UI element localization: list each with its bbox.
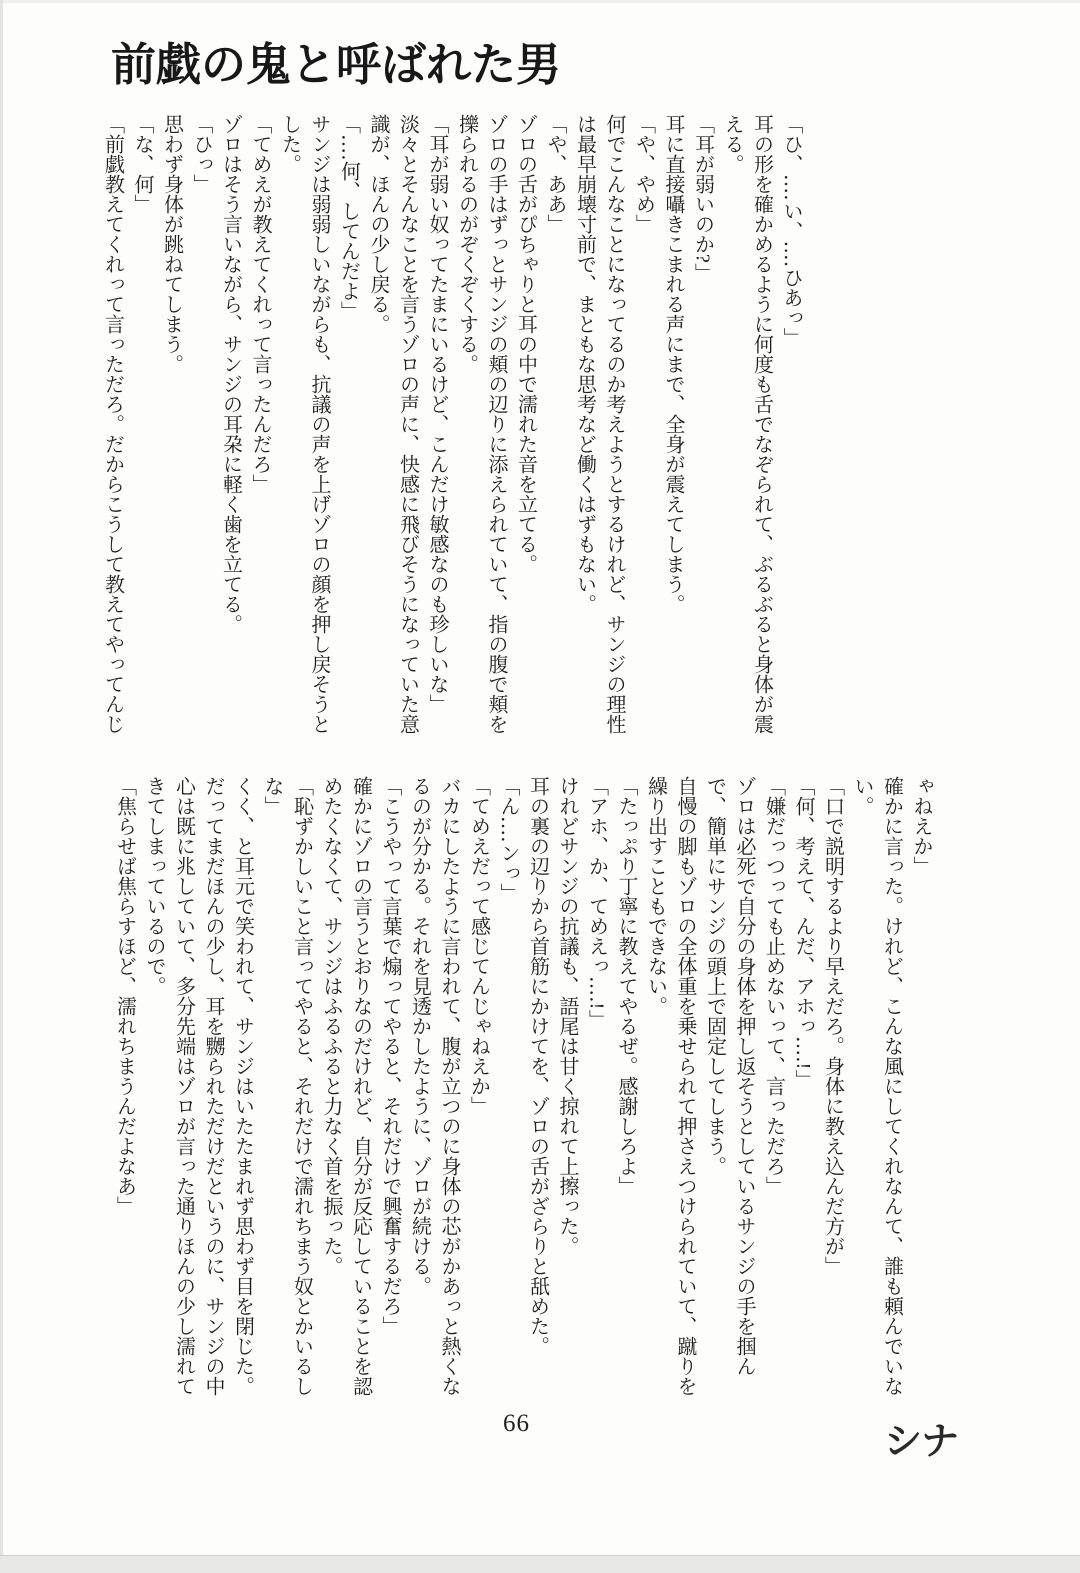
paragraph: 「‥‥何、してんだよ」 bbox=[337, 114, 360, 321]
paragraph: 耳に直接囁きこまれる声にまで、全身が震えてしまう。 bbox=[662, 114, 684, 614]
paragraph: ゾロはそう言いながら、サンジの耳朶に軽く歯を立てる。 bbox=[219, 114, 242, 634]
paragraph: 「アホ、か、てめえっ‥‥!」 bbox=[585, 776, 608, 1030]
paragraph: けれどサンジの抗議も、語尾は甘く掠れて上擦った。 bbox=[556, 776, 578, 1256]
paragraph: サンジは弱弱しいながらも、抗議の声を上げゾロの顔を押し戻そうとした。 bbox=[278, 114, 330, 734]
paragraph: 「てめえが教えてくれって言ったんだろ」 bbox=[249, 114, 271, 494]
paragraph: 思わず身体が跳ねてしまう。 bbox=[160, 114, 183, 374]
paragraph: 「こうやって言葉で煽ってやると、それだけで興奮するだろ」 bbox=[379, 776, 401, 1336]
paragraph: ゾロは必死で自分の身体を押し返そうとしているサンジの手を掴んで、簡単にサンジの頭上で固定してしまう。 bbox=[703, 776, 755, 1376]
paragraph: 「嫌だっつっても止めないって、言っただろ」 bbox=[762, 776, 785, 1196]
paragraph: 「口で説明するより早えだろ。身体に教え込んだ方が」 bbox=[821, 776, 844, 1276]
paragraph: 「恥ずかしいこと言ってやると、それだけで濡れちまう奴とかいるしな」 bbox=[261, 776, 313, 1396]
paragraph: 耳の裏の辺りから首筋にかけてを、ゾロの舌がざらりと舐めた。 bbox=[526, 776, 549, 1356]
paragraph: くく、と耳元で笑われて、サンジはいたたまれず思わず目を閉じた。 bbox=[231, 776, 254, 1396]
paragraph: 「な、何」 bbox=[131, 114, 153, 214]
paragraph: 「ひっ」 bbox=[190, 114, 212, 194]
paragraph: 確かにゾロの言うとおりなのだけれど、自分が反応していることを認めたくなくて、サンジはふるふると力なく首を振った。 bbox=[320, 776, 372, 1396]
page-number: 66 bbox=[503, 1410, 530, 1437]
paragraph: 「耳が弱いのか?」 bbox=[691, 114, 714, 283]
paragraph: 「何、考えて、んだ、アホっ‥‥!」 bbox=[792, 776, 814, 1090]
page-title: 前戯の鬼と呼ばれた男 bbox=[111, 39, 562, 90]
paragraph: 何でこんなことになってるのか考えようとするけれど、サンジの理性は最早崩壊寸前で、まともな思考など働くはずもない。 bbox=[573, 114, 625, 734]
paragraph: 「や、ああ」 bbox=[544, 114, 566, 234]
circle-signature: シナ bbox=[884, 1421, 959, 1463]
lower-text-block bbox=[109, 776, 935, 1407]
paragraph: 「たっぷり丁寧に教えてやるぜ。感謝しろよ」 bbox=[615, 776, 637, 1196]
paragraph: 「や、やめ」 bbox=[632, 114, 655, 234]
paragraph: 「ひ、‥‥い、‥‥ひあっ」 bbox=[780, 114, 802, 348]
paragraph: 「てめえだって感じてんじゃねえか」 bbox=[467, 776, 490, 1116]
upper-text-block bbox=[97, 114, 805, 745]
paragraph: 「前戯教えてくれって言っただろ。だからこうして教えてやってんじ bbox=[101, 114, 124, 734]
paragraph: 確かに言った。けれど、こんな風にしてくれなんて、誰も頼んでいない。 bbox=[851, 776, 903, 1396]
scan-edge-left bbox=[0, 0, 3, 1572]
paragraph: 自慢の脚もゾロの全体重を乗せられて押さえつけられていて、蹴りを繰り出すこともできない。 bbox=[644, 776, 696, 1396]
paragraph: 「耳が弱い奴ってたまにいるけど、こんだけ敏感なのも珍しいな」 bbox=[426, 114, 448, 714]
scan-edge-bottom bbox=[0, 1555, 1080, 1573]
paragraph: 淡々とそんなことを言うゾロの声に、快感に飛びそうになっていた意識が、ほんの少し戻る。 bbox=[367, 114, 419, 734]
paragraph: 「焦らせば焦らすほど、濡れちまうんだよなあ」 bbox=[113, 776, 136, 1216]
paragraph: バカにしたように言われて、腹が立つのに身体の芯がかあっと熱くなるのが分かる。それを見透かしたように、ゾロが続ける。 bbox=[408, 776, 460, 1396]
paragraph: ゃねえか」 bbox=[910, 776, 932, 876]
paragraph: だってまだほんの少し、耳を嬲られただけだというのに、サンジの中心は既に兆していて、多分先端はゾロが言った通りほんの少し濡れてきてしまっているので。 bbox=[143, 776, 224, 1396]
scan-edge-top bbox=[0, 0, 1080, 3]
paragraph: 耳の形を確かめるように何度も舌でなぞられて、ぶるぶると身体が震える。 bbox=[721, 114, 773, 734]
paragraph: ゾロの舌がぴちゃりと耳の中で濡れた音を立てる。 bbox=[514, 114, 537, 574]
paragraph: ゾロの手はずっとサンジの頬の辺りに添えられていて、指の腹で頬を擽られるのがぞくぞくする。 bbox=[455, 114, 507, 734]
paragraph: 「ん‥‥ンっ」 bbox=[497, 776, 519, 903]
